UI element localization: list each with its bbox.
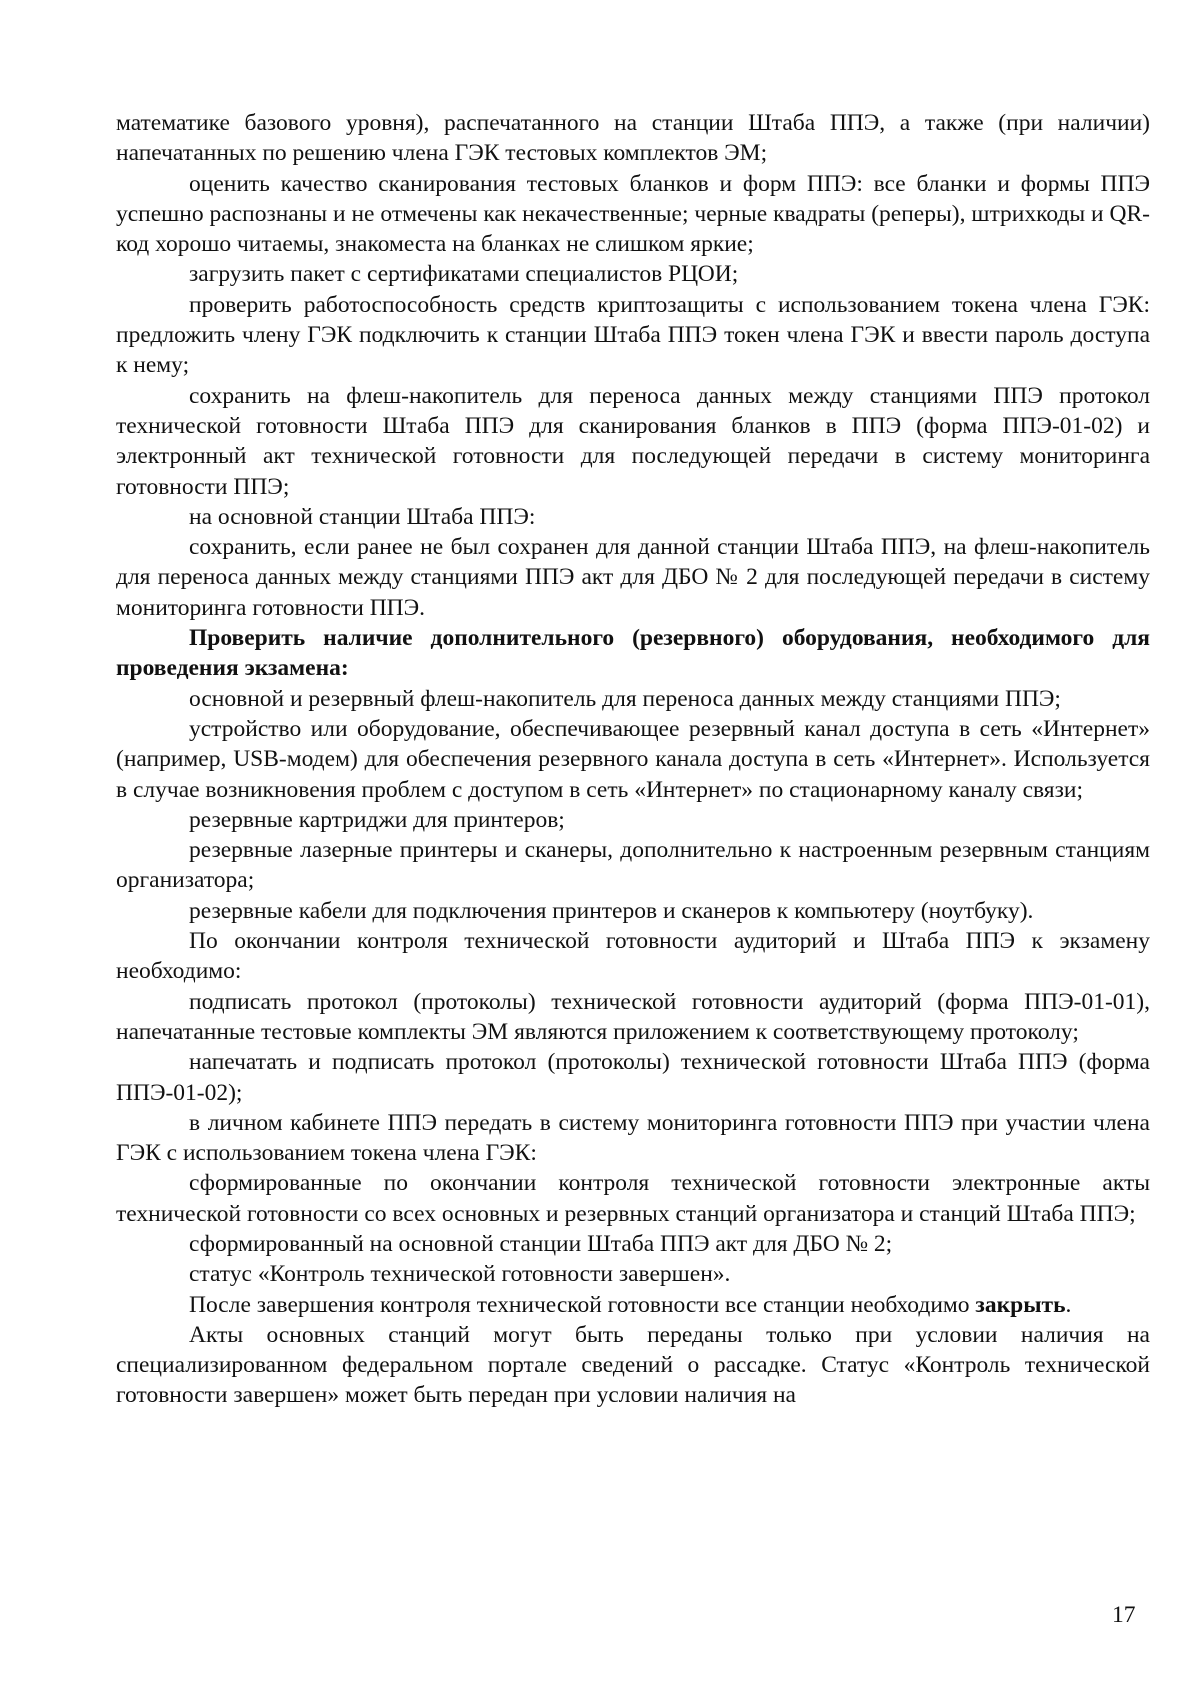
paragraph: оценить качество сканирования тестовых бланков и форм ППЭ: все бланки и формы ППЭ успешно распознаны и не отмечены как некачественные; черные квадраты (реперы), штрихкоды и QR-код хорошо читаемы, знакоместа на бланках не слишком яркие; bbox=[116, 170, 1150, 258]
paragraph: Акты основных станций могут быть переданы только при условии наличия на специализированном федеральном портале сведений о рассадке. Статус «Контроль технической готовности завершен» может быть передан при условии наличия на bbox=[116, 1321, 1150, 1409]
paragraph: резервные кабели для подключения принтеров и сканеров к компьютеру (ноутбуку). bbox=[189, 897, 1034, 924]
page-number: 17 bbox=[1112, 1602, 1136, 1628]
document-body bbox=[116, 108, 1150, 1411]
paragraph: основной и резервный флеш-накопитель для переноса данных между станциями ППЭ; bbox=[189, 685, 1061, 712]
paragraph: резервные картриджи для принтеров; bbox=[189, 806, 565, 833]
paragraph: подписать протокол (протоколы) технической готовности аудиторий (форма ППЭ-01-01), напечатанные тестовые комплекты ЭМ являются приложением к соответствующему протоколу; bbox=[116, 988, 1150, 1045]
paragraph: статус «Контроль технической готовности завершен». bbox=[189, 1261, 731, 1288]
paragraph: математике базового уровня), распечатанного на станции Штаба ППЭ, а также (при наличии) напечатанных по решению члена ГЭК тестовых комплектов ЭМ; bbox=[116, 110, 1150, 167]
paragraph: проверить работоспособность средств криптозащиты с использованием токена члена ГЭК: предложить члену ГЭК подключить к станции Штаба ППЭ токен члена ГЭК и ввести пароль доступа к нему; bbox=[116, 291, 1150, 379]
paragraph: устройство или оборудование, обеспечивающее резервный канал доступа в сеть «Интернет» (например, USB-модем) для обеспечения резервного канала доступа в сеть «Интернет». Используется в случае возникновения проблем с доступом в сеть «Интернет» по стационарному каналу связи; bbox=[116, 715, 1150, 803]
paragraph bbox=[116, 1290, 1150, 1320]
paragraph: напечатать и подписать протокол (протоколы) технической готовности Штаба ППЭ (форма ППЭ-01-02); bbox=[116, 1049, 1150, 1106]
paragraph: По окончании контроля технической готовности аудиторий и Штаба ППЭ к экзамену необходимо: bbox=[116, 928, 1150, 985]
paragraph: загрузить пакет с сертификатами специалистов РЦОИ; bbox=[189, 261, 739, 288]
paragraph: сохранить на флеш-накопитель для переноса данных между станциями ППЭ протокол технической готовности Штаба ППЭ для сканирования бланков в ППЭ (форма ППЭ-01-02) и электронный акт технической готовности для последующей передачи в систему мониторинга готовности ППЭ; bbox=[116, 382, 1150, 500]
paragraph: сформированный на основной станции Штаба ППЭ акт для ДБО № 2; bbox=[189, 1230, 893, 1257]
emphasis-text: закрыть bbox=[975, 1291, 1066, 1318]
section-heading: Проверить наличие дополнительного (резервного) оборудования, необходимого для проведения экзамена: bbox=[116, 625, 1150, 682]
paragraph: резервные лазерные принтеры и сканеры, дополнительно к настроенным резервным станциям организатора; bbox=[116, 837, 1150, 894]
paragraph-text: После завершения контроля технической готовности все станции необходимо bbox=[189, 1291, 976, 1318]
paragraph: на основной станции Штаба ППЭ: bbox=[189, 503, 536, 530]
paragraph: сохранить, если ранее не был сохранен для данной станции Штаба ППЭ, на флеш-накопитель для переноса данных между станциями ППЭ акт для ДБО № 2 для последующей передачи в систему мониторинга готовности ППЭ. bbox=[116, 534, 1150, 621]
paragraph-tail: . bbox=[1065, 1291, 1072, 1318]
paragraph: в личном кабинете ППЭ передать в систему мониторинга готовности ППЭ при участии члена ГЭК с использованием токена члена ГЭК: bbox=[116, 1109, 1150, 1167]
paragraph: сформированные по окончании контроля технической готовности электронные акты технической готовности со всех основных и резервных станций организатора и станций Штаба ППЭ; bbox=[116, 1170, 1150, 1227]
